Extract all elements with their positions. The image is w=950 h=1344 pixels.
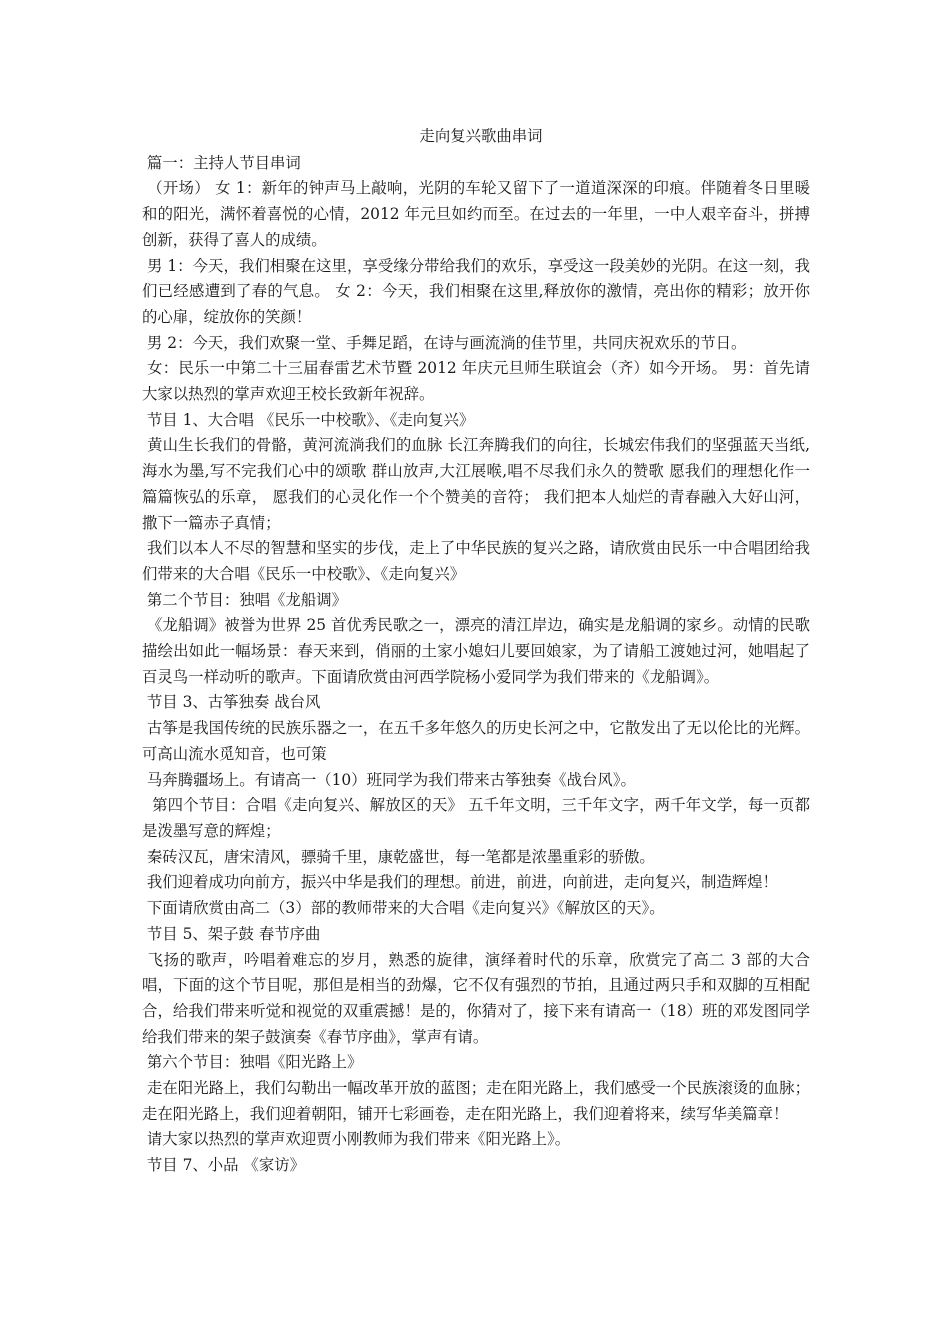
document-title: 走向复兴歌曲串词: [419, 127, 543, 145]
document-body: [142, 151, 810, 1179]
paragraph: 女：民乐一中第二十三届春雷艺术节暨 2012 年庆元旦师生联谊会（齐）如今开场。 男：首先请大家以热烈的掌声欢迎王校长致新年祝辞。: [142, 359, 810, 404]
paragraph: 我们迎着成功向前方，振兴中华是我们的理想。前进，前进，向前进，走向复兴，制造辉煌！: [142, 873, 778, 892]
paragraph: 节目 5、架子鼓 春节序曲: [142, 924, 321, 943]
paragraph: 第六个节目：独唱《阳光路上》: [142, 1053, 363, 1072]
paragraph: 下面请欣赏由高二（3）部的教师带来的大合唱《走向复兴》《解放区的天》。: [142, 899, 665, 918]
paragraph: （开场） 女 1：新年的钟声马上敲响，光阴的车轮又留下了一道道深深的印痕。伴随着冬日里暖和的阳光，满怀着喜悦的心情，2012 年元旦如约而至。在过去的一年里，一中人艰辛奋斗，拼搏创新，获得了喜人的成绩。: [142, 179, 810, 249]
paragraph: 飞扬的歌声，吟唱着难忘的岁月，熟悉的旋律，演绎着时代的乐章，欣赏完了高二 3 部的大合唱，下面的这个节目呢，那但是相当的劲爆，它不仅有强烈的节拍，且通过两只手和双脚的互相配合，给我们带来听觉和视觉的双重震撼！是的，你猜对了，接下来有请高一（18）班的邓发图同学给我们带来的架子鼓演奏《春节序曲》，掌声有请。: [142, 950, 810, 1046]
paragraph: 第四个节目：合唱《走向复兴、解放区的天》 五千年文明，三千年文字，两千年文学，每一页都是泼墨写意的辉煌；: [142, 796, 810, 840]
paragraph: 男 2：今天，我们欢聚一堂、手舞足蹈，在诗与画流淌的佳节里，共同庆祝欢乐的节日。: [142, 333, 747, 352]
paragraph: 请大家以热烈的掌声欢迎贾小刚教师为我们带来《阳光路上》。: [142, 1130, 571, 1149]
paragraph: 第二个节目：独唱《龙船调》: [142, 590, 347, 609]
paragraph: 古筝是我国传统的民族乐器之一，在五千多年悠久的历史长河之中，它散发出了无以伦比的光辉。可高山流水觅知音，也可策: [142, 719, 810, 763]
document-page: [142, 124, 810, 1179]
paragraph: 篇一：主持人节目串词: [142, 153, 301, 172]
paragraph: 节目 3、古筝独奏 战台风: [142, 693, 321, 712]
paragraph: 黄山生长我们的骨骼，黄河流淌我们的血脉 长江奔腾我们的向往，长城宏伟我们的坚强蓝天当纸,海水为墨,写不完我们心中的颂歌 群山放声,大江展喉,唱不尽我们永久的赞歌 愿我们的理想化作一篇篇恢弘的乐章， 愿我们的心灵化作一个个赞美的音符； 我们把本人灿烂的青春融入大好山河，撒下一篇赤子真情；: [142, 436, 810, 532]
paragraph: 男 1：今天，我们相聚在这里，享受缘分带给我们的欢乐，享受这一段美妙的光阴。在这一刻，我们已经感遭到了春的气息。 女 2：今天，我们相聚在这里,释放你的激情，亮出你的精彩；放开你的心扉，绽放你的笑颜！: [142, 256, 810, 326]
paragraph: 《龙船调》被誉为世界 25 首优秀民歌之一，漂亮的清江岸边，确实是龙船调的家乡。动情的民歌描绘出如此一幅场景：春天来到，俏丽的土家小媳妇儿要回娘家，为了请船工渡她过河，她唱起了百灵鸟一样动听的歌声。下面请欣赏由河西学院杨小爱同学为我们带来的《龙船调》。: [142, 616, 810, 686]
paragraph: 节目 1、大合唱 《民乐一中校歌》、《走向复兴》: [142, 410, 475, 429]
paragraph: 我们以本人不尽的智慧和坚实的步伐，走上了中华民族的复兴之路，请欣赏由民乐一中合唱团给我们带来的大合唱《民乐一中校歌》、《走向复兴》: [142, 539, 810, 583]
paragraph: 走在阳光路上，我们勾勒出一幅改革开放的蓝图；走在阳光路上，我们感受一个民族滚烫的血脉；走在阳光路上，我们迎着朝阳，铺开七彩画卷，走在阳光路上，我们迎着将来，续写华美篇章！: [142, 1079, 810, 1123]
paragraph: 秦砖汉瓦，唐宋清风，骠骑千里，康乾盛世，每一笔都是浓墨重彩的骄傲。: [142, 847, 655, 866]
paragraph: 马奔腾疆场上。有请高一（10）班同学为我们带来古筝独奏《战台风》。: [142, 770, 636, 789]
paragraph: 节目 7、小品 《家访》: [142, 1156, 305, 1175]
